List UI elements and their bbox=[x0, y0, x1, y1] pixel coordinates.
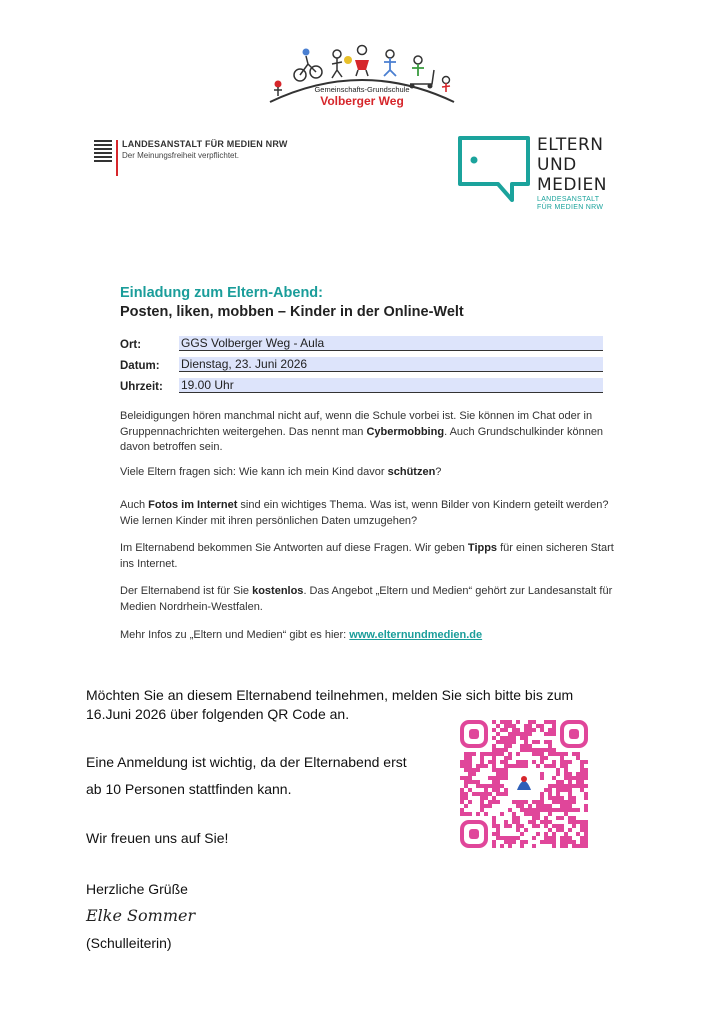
register-text bbox=[86, 686, 573, 724]
eum-line3: MEDIEN bbox=[537, 175, 607, 195]
eum-sub2: FÜR MEDIEN NRW bbox=[537, 204, 604, 211]
eum-wordmark bbox=[537, 135, 607, 195]
register-line1: Möchten Sie an diesem Elternabend teilnehmen, melden Sie sich bitte bis zum bbox=[86, 687, 574, 703]
qr-code-graphic bbox=[460, 720, 588, 848]
paragraph-fotos: Auch Fotos im Internet sind ein wichtiges Thema. Was ist, wenn Bilder von Kindern geteilt werden? Wie lernen Kinder mit ihren persönlichen Daten umzugehen? bbox=[120, 499, 609, 527]
website-link[interactable]: www.elternundmedien.de bbox=[349, 629, 483, 641]
paragraph-cybermobbing: Beleidigungen hören manchmal nicht auf, wenn die Schule vorbei ist. Sie können im Chat oder in Gruppennachrichten weitergehen. Das nennt man Cybermobbing. Auch Grundschulkinder können davon betroffen sein. bbox=[120, 410, 604, 453]
field-value-datum: Dienstag, 23. Juni 2026 bbox=[179, 357, 603, 372]
greeting-text: Herzliche Grüße bbox=[86, 881, 188, 897]
lfm-logo bbox=[94, 138, 294, 178]
important-line1: Eine Anmeldung ist wichtig, da der Elternabend erst bbox=[86, 754, 407, 770]
paragraph-kostenlos: Der Elternabend ist für Sie kostenlos. Das Angebot „Eltern und Medien“ gehört zur Landesanstalt für Medien Nordrhein-Westfalen. bbox=[120, 585, 613, 613]
qr-code-icon[interactable] bbox=[460, 720, 588, 848]
eum-line2: UND bbox=[537, 155, 577, 175]
eum-sub bbox=[537, 196, 603, 212]
signature: Elke Sommer bbox=[86, 906, 196, 925]
field-value-ort: GGS Volberger Weg - Aula bbox=[179, 336, 603, 351]
field-value-uhrzeit: 19.00 Uhr bbox=[179, 378, 603, 393]
eum-line1: ELTERN bbox=[537, 135, 604, 155]
important-line2: ab 10 Personen stattfinden kann. bbox=[86, 781, 292, 797]
school-name-line2: Volberger Weg bbox=[320, 94, 404, 108]
field-label-ort: Ort: bbox=[120, 339, 142, 351]
paragraph-schuetzen: Viele Eltern fragen sich: Wie kann ich mein Kind davor schützen? bbox=[120, 466, 442, 478]
eum-sub1: LANDESANSTALT bbox=[537, 196, 600, 203]
lfm-tagline: Der Meinungsfreiheit verpflichtet. bbox=[122, 151, 239, 160]
lfm-bars-icon bbox=[94, 140, 112, 164]
looking-forward-text: Wir freuen uns auf Sie! bbox=[86, 830, 229, 846]
lfm-divider bbox=[116, 140, 118, 176]
paragraph-tipps: Im Elternabend bekommen Sie Antworten auf diese Fragen. Wir geben Tipps für einen sicheren Start ins Internet. bbox=[120, 542, 614, 570]
register-line2: 16.Juni 2026 über folgenden QR Code an. bbox=[86, 706, 350, 722]
school-name-line1: Gemeinschafts-Grundschule bbox=[314, 85, 410, 94]
paragraph-mehr-infos: Mehr Infos zu „Eltern und Medien“ gibt es hier: www.elternundmedien.de bbox=[120, 629, 483, 641]
field-label-datum: Datum: bbox=[120, 360, 160, 372]
invitation-subtitle: Posten, liken, mobben – Kinder in der Online-Welt bbox=[120, 304, 464, 320]
field-label-uhrzeit: Uhrzeit: bbox=[120, 381, 163, 393]
lfm-name: LANDESANSTALT FÜR MEDIEN NRW bbox=[122, 139, 288, 149]
role-text: (Schulleiterin) bbox=[86, 935, 172, 951]
school-logo bbox=[262, 40, 462, 112]
chat-bubble-icon bbox=[456, 134, 534, 204]
eltern-und-medien-logo bbox=[456, 132, 616, 222]
invitation-title: Einladung zum Eltern-Abend: bbox=[120, 285, 323, 301]
